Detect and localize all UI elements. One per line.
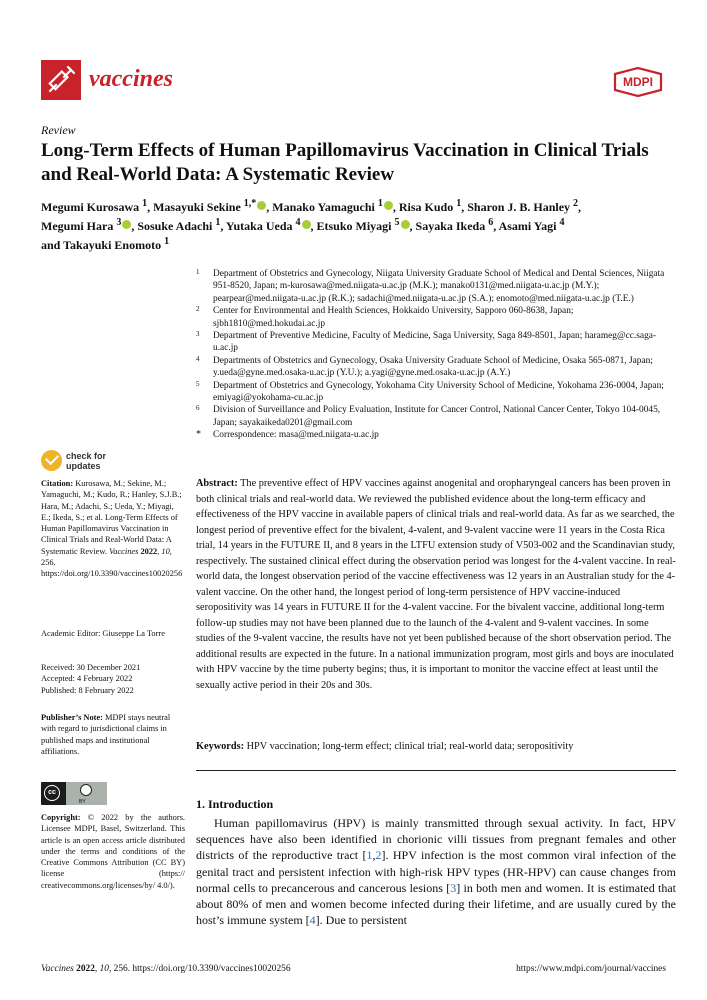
- affiliation: 3 Department of Preventive Medicine, Faculty of Medicine, Saga University, Saga 849-8501, Japan; harameg@cc.saga-u.ac.jp: [196, 330, 657, 354]
- orcid-icon[interactable]: [302, 220, 311, 229]
- affiliation: 1 Department of Obstetrics and Gynecology, Niigata University Graduate School of Medical and Dental Sciences, Niigata 951-8520, Japan; m-kurosawa@med.niigata-u.ac.jp (M.K.); manako0131@med.niigata-u.ac.jp (M.Y.); pearpear@med.niigata-u.ac.jp (R.K.); sadachi@med.niigata-u.ac.jp (S.A.); enomoto@med.niigata-u.ac.jp (T.E.): [196, 268, 665, 304]
- journal-logo: [41, 60, 81, 100]
- publication-dates: Received: 30 December 2021 Accepted: 4 February 2022 Published: 8 February 2022: [41, 663, 141, 695]
- author[interactable]: Megumi Hara $^3$: [41, 219, 131, 233]
- citation-doi-link[interactable]: https://doi.org/10.3390/vaccines10020256: [41, 569, 183, 579]
- reference-link[interactable]: 4: [309, 913, 316, 928]
- footer-citation: Vaccines 2022, 10, 256. https://doi.org/10.3390/vaccines10020256: [41, 964, 291, 974]
- cc-by-license-badge[interactable]: [41, 782, 107, 805]
- author[interactable]: Asami Yagi $^4$: [498, 217, 565, 233]
- check-icon: [41, 450, 62, 471]
- reference-link[interactable]: 1: [366, 848, 373, 863]
- by-label: BY: [79, 799, 86, 805]
- footer-journal-link[interactable]: https://www.mdpi.com/journal/vaccines: [516, 964, 666, 974]
- affiliation: 4 Departments of Obstetrics and Gynecology, Osaka University Graduate School of Medicine, Osaka 565-0871, Japan; y.ueda@gyne.med.osaka-u.ac.jp (Y.U.); a.yagi@gyne.med.osaka-u.ac.jp (A.Y.): [196, 354, 653, 379]
- syringe-icon: [41, 60, 81, 100]
- section-heading: 1. Introduction: [196, 797, 274, 811]
- journal-name[interactable]: vaccines: [89, 66, 173, 92]
- author[interactable]: Sosuke Adachi $^1$: [137, 217, 221, 233]
- abstract: Abstract: The preventive effect of HPV vaccines against anogenital and oropharyngeal cancers has been proven in both clinical trials and real-world data. We reviewed the published evidence about the long-term efficacy and effectiveness of the HPV vaccine in available papers of clinical trials and real-world data. As far as we searched, the longest period of preventive effect for the bivalent, 4-valent, and 9-valent vaccine were 11 years in the Costa Rica trial, 14 years in the FUTURE II, and 8 years in the LTFU extension study of V503-002 and the Scandinavian study, respectively. The sustained clinical effect during the observation period was longest for the 4-valent vaccine. In real-world data, the longest observation period of the vaccine effectiveness was 12 years in an Australian study for the 4-valent vaccine. On the other hand, the longest period of long-term persistence of HPV vaccine-induced seropositivity was 14 years in FUTURE II for the 4-valent vaccine. For the bivalent vaccine, additional long-term follow-up studies may not have been planned due to the launch of the 4-valent and 9-valent vaccines. In some studies of the 9-valent vaccine, the results have not yet been published because of the short observation period. The additional results are expected in the future. In a national immunization program, most girls and boys are inoculated with HPV vaccine by the time puberty begins; thus, it is important to monitor the vaccine effect at least until the sexually active period in their 20s and 30s.: [196, 478, 676, 691]
- author[interactable]: Megumi Kurosawa $^1$: [41, 198, 148, 214]
- reference-link[interactable]: 2: [375, 848, 382, 863]
- author[interactable]: Masayuki Sekine $^{1,*}$: [153, 200, 266, 214]
- introduction-paragraph: Human papillomavirus (HPV) is mainly transmitted through sexual activity. In fact, HPV sequences have also been identified in chorionic villi tissues from pregnant females and other districts of the reproductive tract [1,2]. HPV infection is the most common viral infection of the genital tract and persistent infection with high-risk HPV types (HR-HPV) can cause changes from normal cells to precancerous and cancerous lesions [3] in both men and women. It is estimated that about 80% of men and women become infected during their lifetime, and are usually cured by the host’s immune system [4]. Due to persistent: [196, 816, 677, 928]
- article-type: Review: [41, 123, 76, 137]
- orcid-icon[interactable]: [257, 201, 266, 210]
- citation-block: Citation: Kurosawa, M.; Sekine, M.; Yamaguchi, M.; Kudo, R.; Hanley, S.J.B.; Hara, M.; Adachi, S.; Ueda, Y.; Miyagi, E.; Ikeda, S.; et al. Long-Term Effects of Human Papillomavirus Vaccination in Clinical Trials and Real-World Data: A Systematic Review. Vaccines 2022, 10, 256. https://doi.org/10.3390/vaccines10020256: [41, 479, 183, 579]
- article-title: Long-Term Effects of Human Papillomavirus Vaccination in Clinical Trials and Real-World Data: A Systematic Review: [41, 140, 649, 185]
- author[interactable]: Sharon J. B. Hanley $^2$: [467, 198, 579, 214]
- copyright-notice: Copyright: © 2022 by the authors. Licensee MDPI, Basel, Switzerland. This article is an open access article distributed under the terms and conditions of the Creative Commons Attribution (CC BY) license (https:// creativecommons.org/licenses/by/ 4.0/).: [41, 813, 186, 890]
- author[interactable]: Manako Yamaguchi $^1$: [272, 200, 393, 214]
- affiliations: [196, 268, 676, 442]
- author-join: and: [41, 238, 61, 252]
- affiliation: 6 Division of Surveillance and Policy Evaluation, Institute for Cancer Control, National Cancer Center, Tokyo 104-0045, Japan; sayakaikeda0201@gmail.com: [196, 404, 661, 428]
- academic-editor: Academic Editor: Giuseppe La Torre: [41, 629, 165, 638]
- person-icon: [80, 784, 92, 796]
- affiliation: 5 Department of Obstetrics and Gynecology, Yokohama City University School of Medicine, Yokohama 236-0004, Japan; emiyagi@yokohama-cu.ac.jp: [196, 379, 664, 404]
- author[interactable]: Sayaka Ikeda $^6$: [415, 217, 494, 233]
- publisher-note: Publisher’s Note: MDPI stays neutral with regard to jurisdictional claims in published maps and institutional affiliations.: [41, 713, 171, 756]
- check-for-updates-badge[interactable]: check for updates: [41, 450, 107, 472]
- orcid-icon[interactable]: [384, 201, 393, 210]
- author[interactable]: Risa Kudo $^1$: [398, 198, 462, 214]
- cc-icon: cc: [44, 785, 60, 801]
- author[interactable]: Etsuko Miyagi $^5$: [317, 219, 410, 233]
- orcid-icon[interactable]: [401, 220, 410, 229]
- orcid-icon[interactable]: [122, 220, 131, 229]
- divider: [196, 770, 676, 771]
- author[interactable]: Takayuki Enomoto $^1$: [63, 236, 170, 252]
- affiliation: 2 Center for Environmental and Health Sciences, Hokkaido University, Sapporo 060-8638, Japan; sjbh1810@med.hokudai.ac.jp: [196, 305, 574, 329]
- publisher-name: MDPI: [623, 75, 653, 89]
- reference-link[interactable]: 3: [450, 880, 457, 895]
- correspondence: * Correspondence: masa@med.niigata-u.ac.jp: [196, 429, 379, 441]
- mdpi-logo[interactable]: [612, 67, 664, 97]
- author-list: Megumi Kurosawa $^1$, Masayuki Sekine $^{1,*}$ , Manako Yamaguchi $^1$ , Risa Kudo $^1$, Sharon J. B. Hanley $^2$, Megumi Hara $^3$ , Sosuke Adachi $^1$, Yutaka Ueda $^4$ , Etsuko Miyagi $^5$ , Sayaka Ikeda $^6$, Asami Yagi $^4$ and Takayuki Enomoto $^1$: [41, 198, 582, 252]
- keywords: Keywords: HPV vaccination; long-term effect; clinical trial; real-world data; seropositivity: [196, 741, 574, 752]
- author[interactable]: Yutaka Ueda $^4$: [226, 219, 311, 233]
